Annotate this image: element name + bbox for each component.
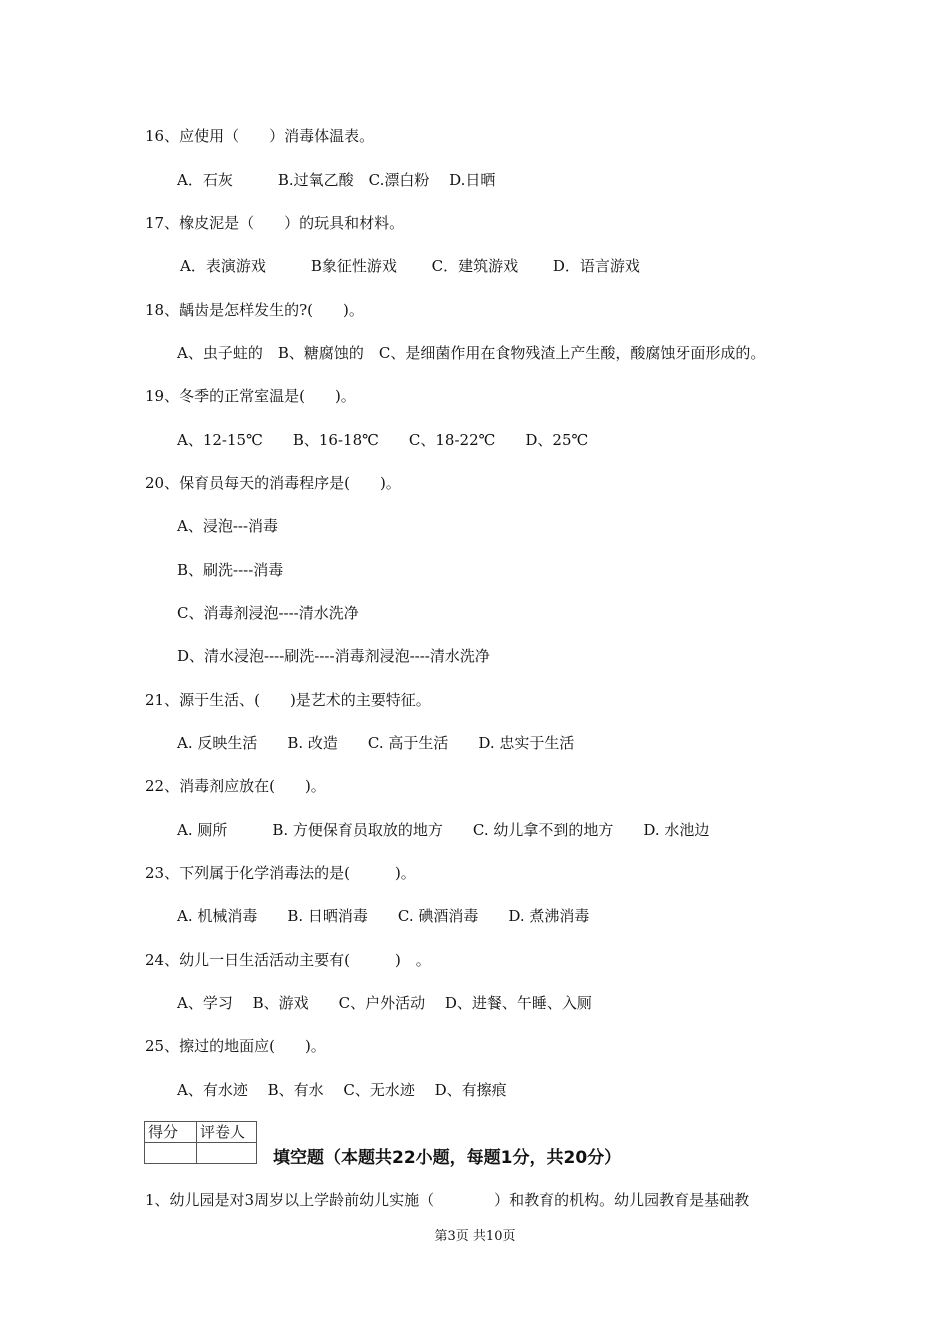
- question-19-options: A、12-15℃ B、16-18℃ C、18-22℃ D、25℃: [177, 431, 589, 449]
- score-table: [144, 1121, 257, 1164]
- score-header-cell: 得分: [145, 1122, 197, 1143]
- grader-header-cell: 评卷人: [197, 1122, 257, 1143]
- question-21-options: A. 反映生活 B. 改造 C. 高于生活 D. 忠实于生活: [177, 734, 575, 752]
- question-18-stem: 18、龋齿是怎样发生的?( )。: [145, 301, 364, 319]
- question-25-stem: 25、擦过的地面应( )。: [145, 1037, 326, 1055]
- question-17-options: A．表演游戏 B象征性游戏 C．建筑游戏 D．语言游戏: [180, 257, 640, 275]
- question-16-options: A．石灰 B.过氧乙酸 C.漂白粉 D.日晒: [177, 171, 496, 189]
- score-value-cell: [145, 1143, 197, 1164]
- fill-in-question-1: 1、幼儿园是对3周岁以上学龄前幼儿实施（ ）和教育的机构。幼儿园教育是基础教: [145, 1191, 750, 1209]
- question-20-option-a: A、浸泡---消毒: [177, 517, 279, 535]
- question-20-option-b: B、刷洗----消毒: [177, 561, 284, 579]
- question-19-stem: 19、冬季的正常室温是( )。: [145, 387, 356, 405]
- question-16-stem: 16、应使用（ ）消毒体温表。: [145, 127, 375, 145]
- question-21-stem: 21、源于生活、( )是艺术的主要特征。: [145, 691, 431, 709]
- score-table-input-row: [145, 1143, 257, 1164]
- question-24-stem: 24、幼儿一日生活活动主要有( ) 。: [145, 951, 431, 969]
- question-22-options: A. 厕所 B. 方便保育员取放的地方 C. 幼儿拿不到的地方 D. 水池边: [177, 821, 710, 839]
- grader-value-cell: [197, 1143, 257, 1164]
- page-footer: 第3页 共10页: [434, 1229, 516, 1244]
- question-18-options: A、虫子蛀的 B、糖腐蚀的 C、是细菌作用在食物残渣上产生酸，酸腐蚀牙面形成的。: [177, 344, 766, 362]
- question-23-stem: 23、下列属于化学消毒法的是( )。: [145, 864, 416, 882]
- question-25-options: A、有水迹 B、有水 C、无水迹 D、有擦痕: [177, 1081, 507, 1099]
- question-24-options: A、学习 B、游戏 C、户外活动 D、进餐、午睡、入厕: [177, 994, 592, 1012]
- question-22-stem: 22、消毒剂应放在( )。: [145, 777, 326, 795]
- section-title: 填空题（本题共22小题，每题1分，共20分）: [273, 1148, 622, 1168]
- question-20-option-d: D、清水浸泡----刷洗----消毒剂浸泡----清水洗净: [177, 647, 490, 665]
- question-20-option-c: C、消毒剂浸泡----清水洗净: [177, 604, 359, 622]
- score-table-header-row: [145, 1122, 257, 1143]
- question-20-stem: 20、保育员每天的消毒程序是( )。: [145, 474, 401, 492]
- question-23-options: A. 机械消毒 B. 日晒消毒 C. 碘酒消毒 D. 煮沸消毒: [177, 907, 590, 925]
- question-17-stem: 17、橡皮泥是（ ）的玩具和材料。: [145, 214, 405, 232]
